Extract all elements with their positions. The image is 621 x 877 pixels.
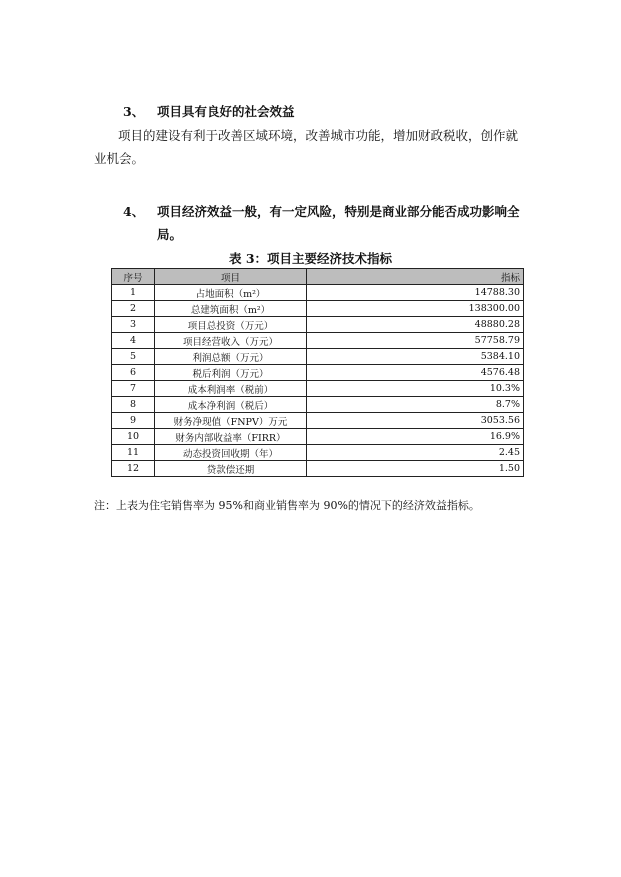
row-item: 占地面积（m²） (155, 285, 307, 301)
table-caption: 表 3：项目主要经济技术指标 (228, 251, 393, 266)
row-index: 8 (112, 397, 155, 413)
row-item: 动态投资回收期（年） (155, 445, 307, 461)
row-item: 成本利润率（税前） (155, 381, 307, 397)
row-item: 财务净现值（FNPV）万元 (155, 413, 307, 429)
section-4-title-line1: 项目经济效益一般，有一定风险，特别是商业部分能否成功影响全 (157, 204, 520, 219)
header-index: 序号 (112, 269, 155, 285)
row-index: 6 (112, 365, 155, 381)
section-3-title: 项目具有良好的社会效益 (157, 104, 295, 119)
section-4-number: 4、 (123, 204, 145, 219)
section-3-number: 3、 (123, 104, 145, 119)
section-3-body-line2: 业机会。 (94, 151, 145, 166)
row-item: 成本净利润（税后） (155, 397, 307, 413)
table-row (112, 429, 524, 445)
row-index: 2 (112, 301, 155, 317)
row-value: 10.3% (307, 381, 524, 397)
row-value: 4576.48 (307, 365, 524, 381)
table-row (112, 413, 524, 429)
row-index: 5 (112, 349, 155, 365)
table-header-row (112, 269, 524, 285)
table-row (112, 285, 524, 301)
row-index: 4 (112, 333, 155, 349)
table-row (112, 333, 524, 349)
row-index: 12 (112, 461, 155, 477)
row-value: 3053.56 (307, 413, 524, 429)
table-row (112, 397, 524, 413)
section-4-title-line2: 局。 (157, 227, 183, 242)
row-index: 1 (112, 285, 155, 301)
row-value: 138300.00 (307, 301, 524, 317)
section-3-body-line1: 项目的建设有利于改善区域环境，改善城市功能，增加财政税收，创作就 (118, 128, 519, 143)
row-item: 税后利润（万元） (155, 365, 307, 381)
row-value: 48880.28 (307, 317, 524, 333)
economic-indicators-table (111, 268, 524, 477)
row-item: 利润总额（万元） (155, 349, 307, 365)
row-item: 贷款偿还期 (155, 461, 307, 477)
row-item: 财务内部收益率（FIRR） (155, 429, 307, 445)
table-row (112, 381, 524, 397)
row-index: 10 (112, 429, 155, 445)
row-value: 5384.10 (307, 349, 524, 365)
row-index: 7 (112, 381, 155, 397)
table-note: 注：上表为住宅销售率为 95%和商业销售率为 90%的情况下的经济效益指标。 (94, 499, 480, 512)
row-item: 总建筑面积（m²） (155, 301, 307, 317)
table-row (112, 301, 524, 317)
table-row (112, 445, 524, 461)
row-value: 57758.79 (307, 333, 524, 349)
row-value: 2.45 (307, 445, 524, 461)
table-row (112, 365, 524, 381)
table-row (112, 349, 524, 365)
row-index: 9 (112, 413, 155, 429)
row-value: 1.50 (307, 461, 524, 477)
table-row (112, 461, 524, 477)
row-item: 项目总投资（万元） (155, 317, 307, 333)
row-index: 11 (112, 445, 155, 461)
row-index: 3 (112, 317, 155, 333)
header-item: 项目 (155, 269, 307, 285)
table-row (112, 317, 524, 333)
row-item: 项目经营收入（万元） (155, 333, 307, 349)
row-value: 16.9% (307, 429, 524, 445)
header-value: 指标 (307, 269, 524, 285)
row-value: 14788.30 (307, 285, 524, 301)
row-value: 8.7% (307, 397, 524, 413)
